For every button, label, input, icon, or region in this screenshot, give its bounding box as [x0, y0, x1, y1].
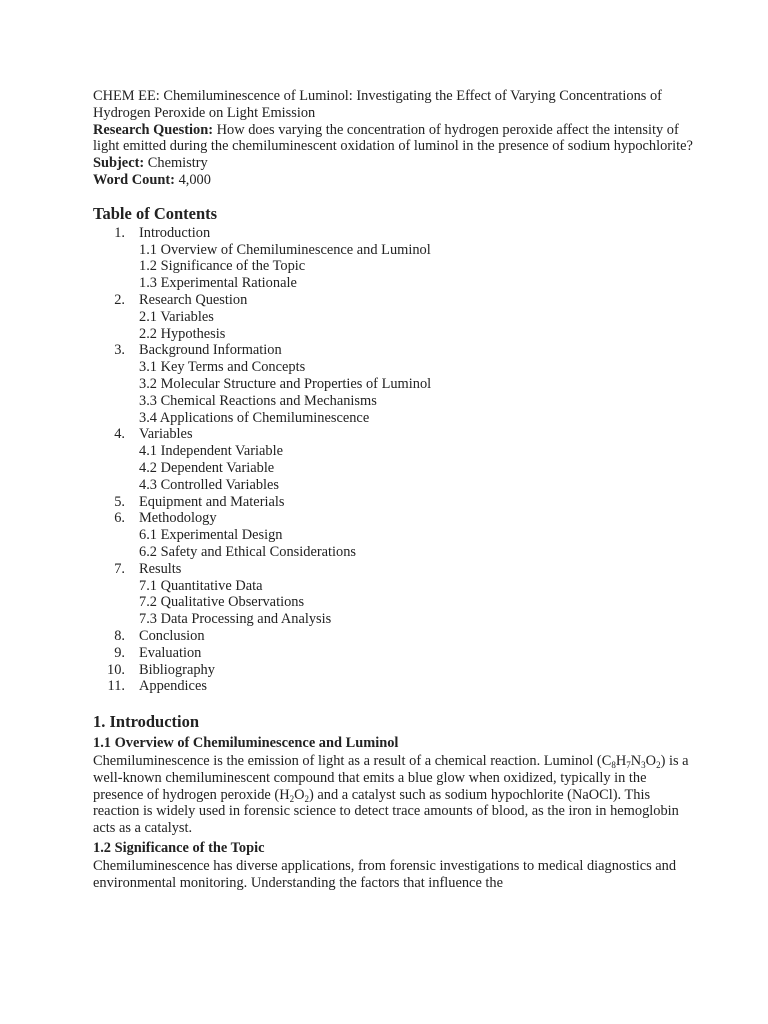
subject-line [93, 155, 693, 172]
toc-item [93, 628, 693, 645]
toc-subitem: 4.3 Controlled Variables [139, 476, 280, 493]
formula-subscript: 8 [611, 760, 616, 771]
toc-heading: Table of Contents [93, 203, 218, 223]
toc-item-label: Methodology [139, 510, 217, 527]
toc-subitem: 1.3 Experimental Rationale [139, 275, 297, 292]
research-question-text: How does varying the concentration of hydrogen peroxide affect the intensity of light emitted during the chemiluminescent oxidation of luminol in the presence of sodium hypochlorite? [93, 121, 693, 155]
toc-item-number: 6. [114, 510, 125, 527]
toc-item-label: Conclusion [139, 627, 205, 644]
toc-item-number: 9. [114, 644, 125, 661]
toc-item [93, 225, 693, 292]
toc-item-label: Equipment and Materials [139, 493, 285, 510]
toc-subitem: 7.2 Qualitative Observations [139, 594, 305, 611]
toc-item-number: 11. [107, 678, 125, 695]
formula-subscript: 2 [289, 793, 295, 804]
toc-item [93, 426, 693, 493]
luminol-formula [602, 753, 661, 769]
toc-subitem: 2.1 Variables [139, 308, 214, 325]
toc-sublist [139, 359, 693, 426]
formula-element: N [630, 753, 642, 770]
toc-subitem: 4.2 Dependent Variable [139, 459, 275, 476]
formula-subscript: 2 [656, 760, 661, 771]
document-page [93, 88, 693, 892]
subject-label: Subject: [93, 155, 145, 172]
toc-subitem: 6.2 Safety and Ethical Considerations [139, 543, 357, 560]
toc-item-label: Variables [139, 426, 193, 443]
toc-item-number: 1. [114, 224, 125, 241]
formula-element: O [645, 753, 657, 770]
section-1-2-heading: 1.2 Significance of the Topic [93, 840, 265, 857]
toc-subitem: 3.1 Key Terms and Concepts [139, 359, 306, 376]
toc-item-label: Background Information [139, 342, 282, 359]
formula-subscript: 2 [304, 793, 310, 804]
s1-text-a: Chemiluminescence is the emission of light as a result of a chemical reaction. Luminol ( [93, 753, 602, 770]
toc-subitem: 1.2 Significance of the Topic [139, 258, 306, 275]
toc-item-number: 8. [114, 627, 125, 644]
toc-item-label: Research Question [139, 291, 248, 308]
toc-subitem: 7.1 Quantitative Data [139, 577, 263, 594]
toc-subitem: 3.2 Molecular Structure and Properties of Luminol [139, 375, 432, 392]
toc-item [93, 292, 693, 342]
subject-value: Chemistry [144, 155, 208, 172]
toc-sublist [139, 443, 693, 493]
section-1-1-paragraph [93, 753, 693, 837]
intro-heading: 1. Introduction [93, 712, 200, 732]
formula-element: H [615, 753, 627, 770]
toc-item-number: 4. [114, 426, 125, 443]
toc-item [93, 645, 693, 662]
toc-item-label: Results [139, 560, 182, 577]
toc-item [93, 494, 693, 511]
word-count-label: Word Count: [93, 171, 175, 188]
toc-item [93, 510, 693, 560]
toc-item-label: Evaluation [139, 644, 202, 661]
s1-text-c: ) and a catalyst such as sodium hypochlorite (NaOCl). This reaction is widely used in forensic science to detect trace amounts of blood, as the iron in hemoglobin acts as a catalyst. [93, 786, 679, 837]
formula-subscript: 7 [626, 760, 631, 771]
toc-item-number: 5. [114, 493, 125, 510]
formula-element: O [294, 786, 305, 803]
toc-item [93, 561, 693, 628]
toc-subitem: 2.2 Hypothesis [139, 325, 226, 342]
toc-subitem: 1.1 Overview of Chemiluminescence and Luminol [139, 241, 431, 258]
toc-list [93, 225, 693, 695]
section-1-1-heading: 1.1 Overview of Chemiluminescence and Luminol [93, 735, 399, 752]
toc-sublist [139, 309, 693, 343]
formula-element: H [279, 786, 290, 803]
toc-item-number: 7. [114, 560, 125, 577]
word-count-value: 4,000 [174, 171, 211, 188]
toc-sublist [139, 578, 693, 628]
toc-item [93, 342, 693, 426]
formula-element: C [601, 753, 612, 770]
hydrogen-peroxide-formula [279, 787, 309, 803]
toc-item [93, 678, 693, 695]
toc-item-number: 2. [114, 291, 125, 308]
toc-item-label: Bibliography [139, 661, 215, 678]
toc-item [93, 662, 693, 679]
toc-subitem: 7.3 Data Processing and Analysis [139, 611, 332, 628]
toc-item-label: Appendices [139, 678, 207, 695]
word-count-line [93, 172, 693, 189]
toc-item-label: Introduction [139, 224, 211, 241]
formula-subscript: 3 [641, 760, 646, 771]
document-title: CHEM EE: Chemiluminescence of Luminol: Investigating the Effect of Varying Concentrations of Hydrogen Peroxide on Light Emission [93, 88, 662, 121]
toc-subitem: 3.4 Applications of Chemiluminescence [139, 409, 370, 426]
research-question [93, 122, 693, 156]
toc-sublist [139, 242, 693, 292]
toc-subitem: 3.3 Chemical Reactions and Mechanisms [139, 392, 377, 409]
toc-sublist [139, 527, 693, 561]
s1-text-b: ) is a well-known chemiluminescent compound that emits a blue glow when oxidized, typically in the presence of hydrogen peroxide ( [93, 753, 689, 803]
research-question-label: Research Question: [93, 121, 214, 138]
toc-item-number: 10. [107, 661, 125, 678]
section-1-2-paragraph: Chemiluminescence has diverse applications, from forensic investigations to medical diagnostics and environmental monitoring. Understanding the factors that influence the [93, 858, 677, 891]
toc-subitem: 4.1 Independent Variable [139, 443, 283, 460]
toc-item-number: 3. [114, 342, 125, 359]
toc-subitem: 6.1 Experimental Design [139, 527, 283, 544]
